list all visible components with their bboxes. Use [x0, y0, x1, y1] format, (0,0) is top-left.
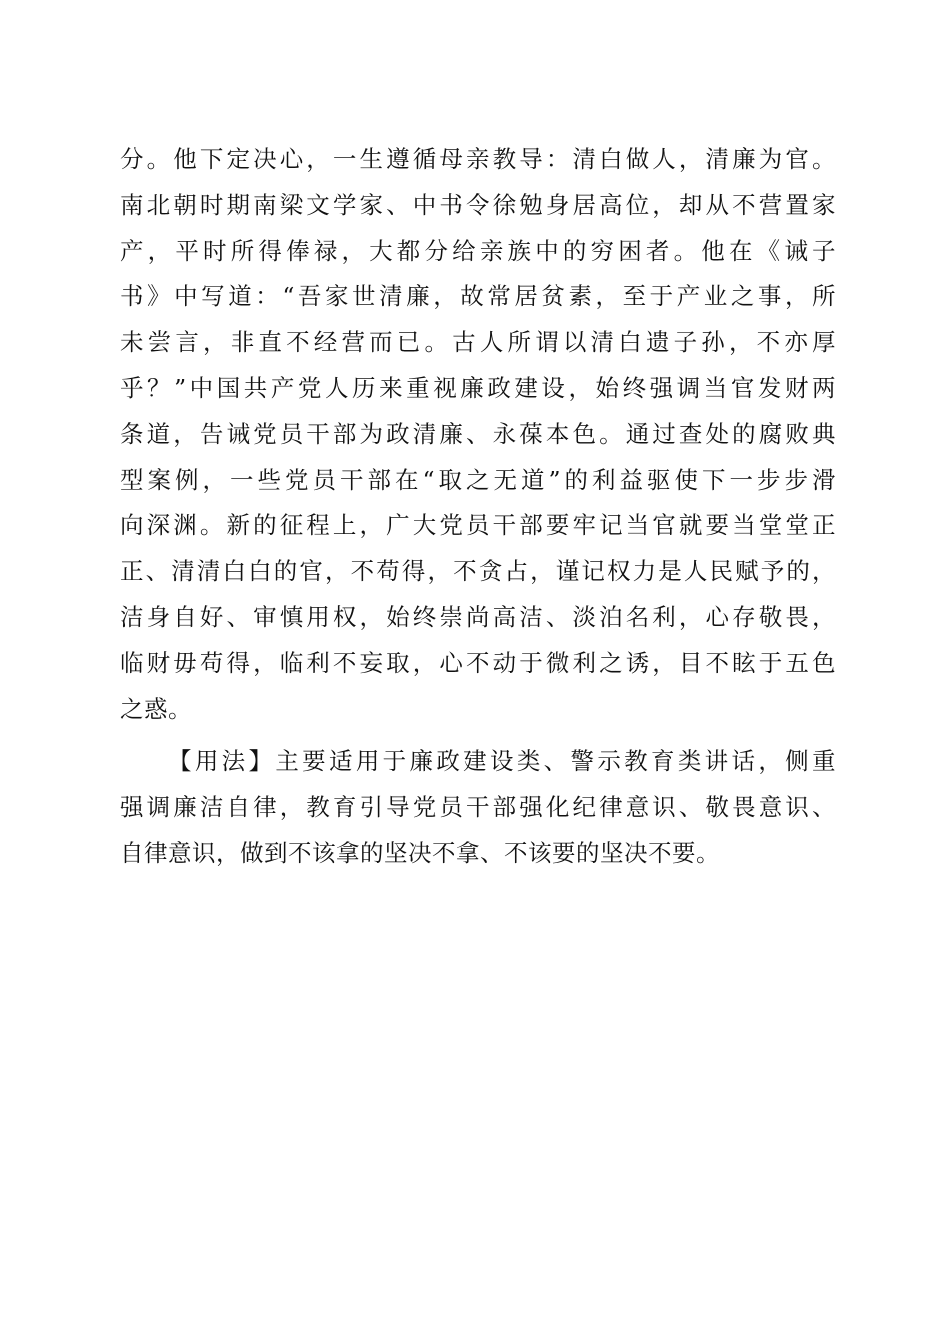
text-line: 条道，告诫党员干部为政清廉、永葆本色。通过查处的腐败典: [120, 419, 836, 448]
paragraph-1: [120, 137, 836, 732]
text-line: 临财毋苟得，临利不妄取，心不动于微利之诱，目不眩于五色: [120, 648, 836, 677]
document-body: [120, 137, 836, 877]
text-line: 分。他下定决心，一生遵循母亲教导：清白做人，清廉为官。: [120, 145, 836, 173]
text-line: 产，平时所得俸禄，大都分给亲族中的穷困者。他在《诫子: [120, 236, 836, 265]
paragraph-spacer: [120, 732, 836, 739]
text-line: 之惑。: [120, 694, 192, 723]
text-line: 乎？”中国共产党人历来重视廉政建设，始终强调当官发财两: [120, 373, 836, 402]
text-line: 型案例，一些党员干部在“取之无道”的利益驱使下一步步滑: [120, 465, 836, 494]
text-line: 【用法】主要适用于廉政建设类、警示教育类讲话，侧重: [168, 747, 836, 776]
text-line: 南北朝时期南梁文学家、中书令徐勉身居高位，却从不营置家: [120, 190, 836, 219]
text-line: 洁身自好、审慎用权，始终崇尚高洁、淡泊名利，心存敬畏，: [120, 602, 836, 631]
text-line: 向深渊。新的征程上，广大党员干部要牢记当官就要当堂堂正: [120, 511, 836, 540]
text-line: 正、清清白白的官，不苟得，不贪占，谨记权力是人民赋予的，: [120, 557, 836, 586]
text-line: 书》中写道：“吾家世清廉，故常居贫素，至于产业之事，所: [120, 282, 836, 311]
paragraph-2: [120, 739, 836, 876]
text-line: 未尝言，非直不经营而已。古人所谓以清白遗子孙，不亦厚: [120, 328, 836, 357]
text-line: 自律意识，做到不该拿的坚决不拿、不该要的坚决不要。: [120, 838, 720, 867]
text-line: 强调廉洁自律，教育引导党员干部强化纪律意识、敬畏意识、: [120, 793, 836, 822]
